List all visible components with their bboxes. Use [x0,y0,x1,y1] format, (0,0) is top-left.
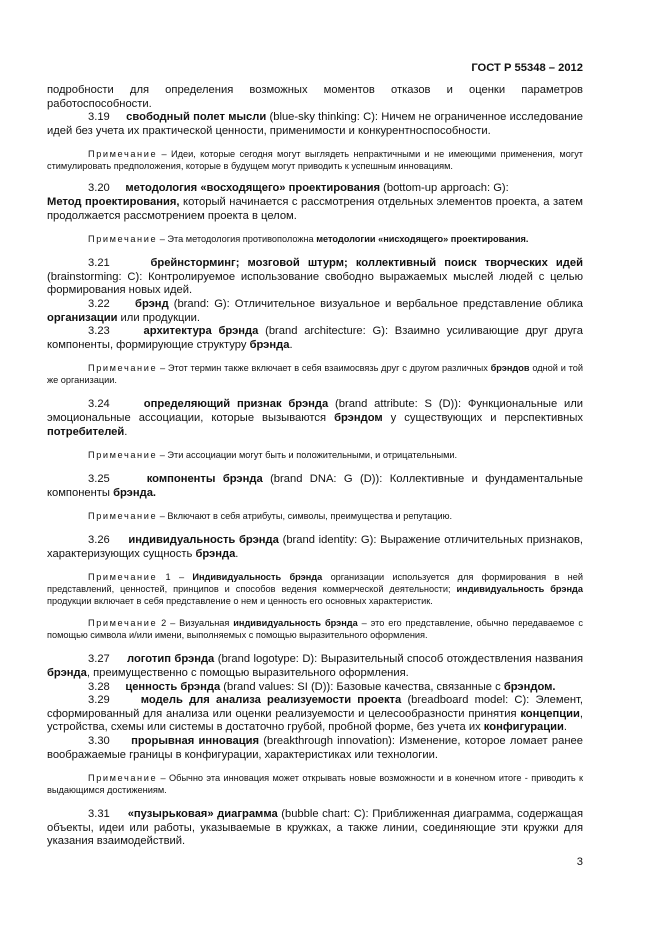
term-name: логотип брэнда [127,653,215,666]
entry-number: 3.25 [88,473,110,486]
term-definition: (brainstorming: C): Контролируемое использование свободно выражаемых мыслей людей с целью формирования новых идей. [47,270,583,297]
term-name: «пузырьковая» диаграмма [127,808,278,821]
document-body [47,84,583,849]
note-label: Примечание [88,450,158,461]
note-text: – Включают в себя атрибуты, символы, преимущества и репутацию. [157,511,453,522]
note-label: Примечание [88,773,158,784]
term-name: ценность брэнда [125,680,221,693]
term-entry-3-25 [47,473,583,500]
entry-number: 3.28 [88,680,110,693]
note-text: продукции включает в себя представление о нем и ценность его основных характеристик. [47,596,433,607]
note-text: – это его представление, обычно передаваемое с помощью символа и/или имени, выполняемых с помощью выразительного оформления. [47,618,583,641]
entry-number: 3.19 [88,111,110,124]
term-definition: (bottom-up approach: G): [380,182,509,195]
term-name: архитектура брэнда [143,325,259,338]
note-3-26-2 [47,617,583,641]
note-label: Примечание [88,572,158,583]
note-text: – Эти ассоциации могут быть и положительными, и отрицательными. [157,450,458,461]
term-entry-3-27 [47,653,583,680]
term-definition: . [563,721,568,734]
note-text: 1 – [157,572,193,583]
term-definition: . [235,547,239,560]
note-3-30 [47,772,583,796]
term-definition: у существующих и перспективных [382,411,583,424]
term-reference: Метод проектирования, [47,195,180,208]
term-entry-3-26 [47,534,583,561]
term-name: прорывная инновация [131,735,259,748]
term-definition: (brand values: SI (D)): Базовые качества, связанные с [220,680,504,693]
term-reference: потребителей [47,425,125,438]
term-definition: (breakthrough innovation): Изменение, которое ломает ранее воображаемые границы в конфигурации, характеристиках или технологии. [47,735,583,761]
term-definition: , устройства, схемы или системы в достаточно грубой, пробной форме, без учета их [47,707,583,734]
note-label: Примечание [88,234,158,245]
term-reference: брэнда [249,338,290,351]
note-3-24 [47,449,583,461]
note-3-25 [47,510,583,522]
term-name: брэнд [135,297,169,310]
term-reference: конфигурации [483,721,564,734]
term-definition: . [289,338,293,351]
term-name: компоненты брэнда [146,473,263,486]
term-entry-3-19 [47,111,583,138]
continued-text-line: подробности для определения возможных моментов отказов и оценки параметров [47,84,583,96]
term-definition: (brand attribute: S (D)): Функциональные или эмоциональные ассоциации, которые вызываются [47,398,583,424]
term-entry-3-29 [47,694,583,735]
entry-number: 3.20 [88,182,110,195]
term-reference: брэндов [490,363,530,374]
term-entry-3-23 [47,325,583,352]
term-entry-3-31 [47,808,583,849]
entry-number: 3.22 [88,297,110,310]
term-name: модель для анализа реализуемости проекта [140,694,402,707]
note-text: организации используется для формирования в ней представлений, ценностей, принципов и способов ведения коммерческой деятельности; [47,572,583,595]
term-definition: который начинается с рассмотрения отдельных элементов проекта, а затем продолжается рассмотрением проекта в целом. [47,195,583,222]
term-entry-3-20-continued [47,196,583,223]
term-reference: методологии «нисходящего» проектирования. [316,234,529,245]
term-definition: . [124,425,128,438]
note-3-19 [47,148,583,172]
term-definition: (brand identity: G): Выражение отличительных признаков, характеризующих сущность [47,534,584,560]
term-name: методология «восходящего» проектирования [125,182,381,195]
term-entry-3-24 [47,398,583,439]
page-number: 3 [576,856,583,868]
term-reference: концепции [520,707,580,720]
term-name: определяющий признак брэнда [143,398,329,411]
term-name: индивидуальность брэнда [128,534,279,547]
entry-number: 3.27 [88,653,110,666]
standard-header: ГОСТ Р 55348 – 2012 [471,62,583,74]
term-name: свободный полет мысли [126,111,267,124]
continued-text-line: работоспособности. [47,97,152,110]
term-reference: брэндом. [503,680,556,693]
term-definition: (brand DNA: G (D)): Коллективные и фундаментальные компоненты [47,473,583,499]
note-label: Примечание [88,618,158,629]
note-text: 2 – Визуальная [157,618,234,629]
term-definition: или продукции. [117,311,200,324]
term-reference: индивидуальность брэнда [456,584,583,595]
note-text: – Эта методология противоположна [157,234,317,245]
term-reference: брэндом [334,411,383,424]
term-definition: (brand architecture: G): Взаимно усиливающие друг друга компоненты, формирующие структуру [47,325,583,351]
term-reference: Индивидуальность брэнда [192,572,323,583]
term-definition: (brand: G): Отличительное визуальное и вербальное представление облика [168,297,583,310]
term-entry-3-22 [47,298,583,325]
note-3-23 [47,362,583,386]
term-entry-3-30 [47,735,583,762]
term-definition: (bubble chart: C): Приближенная диаграмма, содержащая объекты, идеи или работы, указываемые в кружках, а также линии, соединяющие эти кружки для указания взаимодействий. [47,808,584,848]
term-reference: организации [47,311,118,324]
term-reference: индивидуальность брэнда [233,618,358,629]
entry-number: 3.31 [88,808,110,821]
term-reference: брэнда. [113,486,157,499]
note-text: – Идеи, которые сегодня могут выглядеть непрактичными и не имеющими применения, могут стимулировать предположения, которые в будущем могут приводить к успешным инновациям. [47,149,583,172]
note-label: Примечание [88,511,158,522]
note-text: – Обычно эта инновация может открывать новые возможности и в конечном итоге - приводить к выдающимся достижениям. [47,773,583,796]
note-label: Примечание [88,363,158,374]
term-entry-3-21 [47,257,583,298]
note-text: – Этот термин также включает в себя взаимосвязь друг с другом различных [157,363,491,374]
entry-number: 3.30 [88,735,110,748]
term-reference: брэнда [195,547,236,560]
entry-number: 3.29 [88,694,110,707]
term-entry-3-20 [47,182,583,196]
note-text: одной и той же организации. [47,363,583,386]
entry-number: 3.23 [88,325,110,338]
term-reference: брэнда [47,667,87,680]
term-definition: , преимущественно с помощью выразительного оформления. [86,667,409,680]
entry-number: 3.24 [88,398,110,411]
term-definition: (brand logotype: D): Выразительный способ отождествления названия [214,653,584,666]
note-3-26-1 [47,571,583,607]
note-3-20 [47,233,583,245]
entry-number: 3.21 [88,257,110,270]
term-definition: (breadboard model: C): Элемент, сформированный для анализа или оценки реализуемости и целесообразности принятия [47,694,583,720]
note-label: Примечание [88,149,158,160]
entry-number: 3.26 [88,534,110,547]
term-entry-3-28 [47,681,583,695]
term-name: брейнсторминг; мозговой штурм; коллективный поиск творческих идей [150,257,583,270]
term-definition: (blue-sky thinking: C): Ничем не ограниченное исследование идей без учета их практической ценности, применимости и конкурентноспособности. [47,111,584,137]
